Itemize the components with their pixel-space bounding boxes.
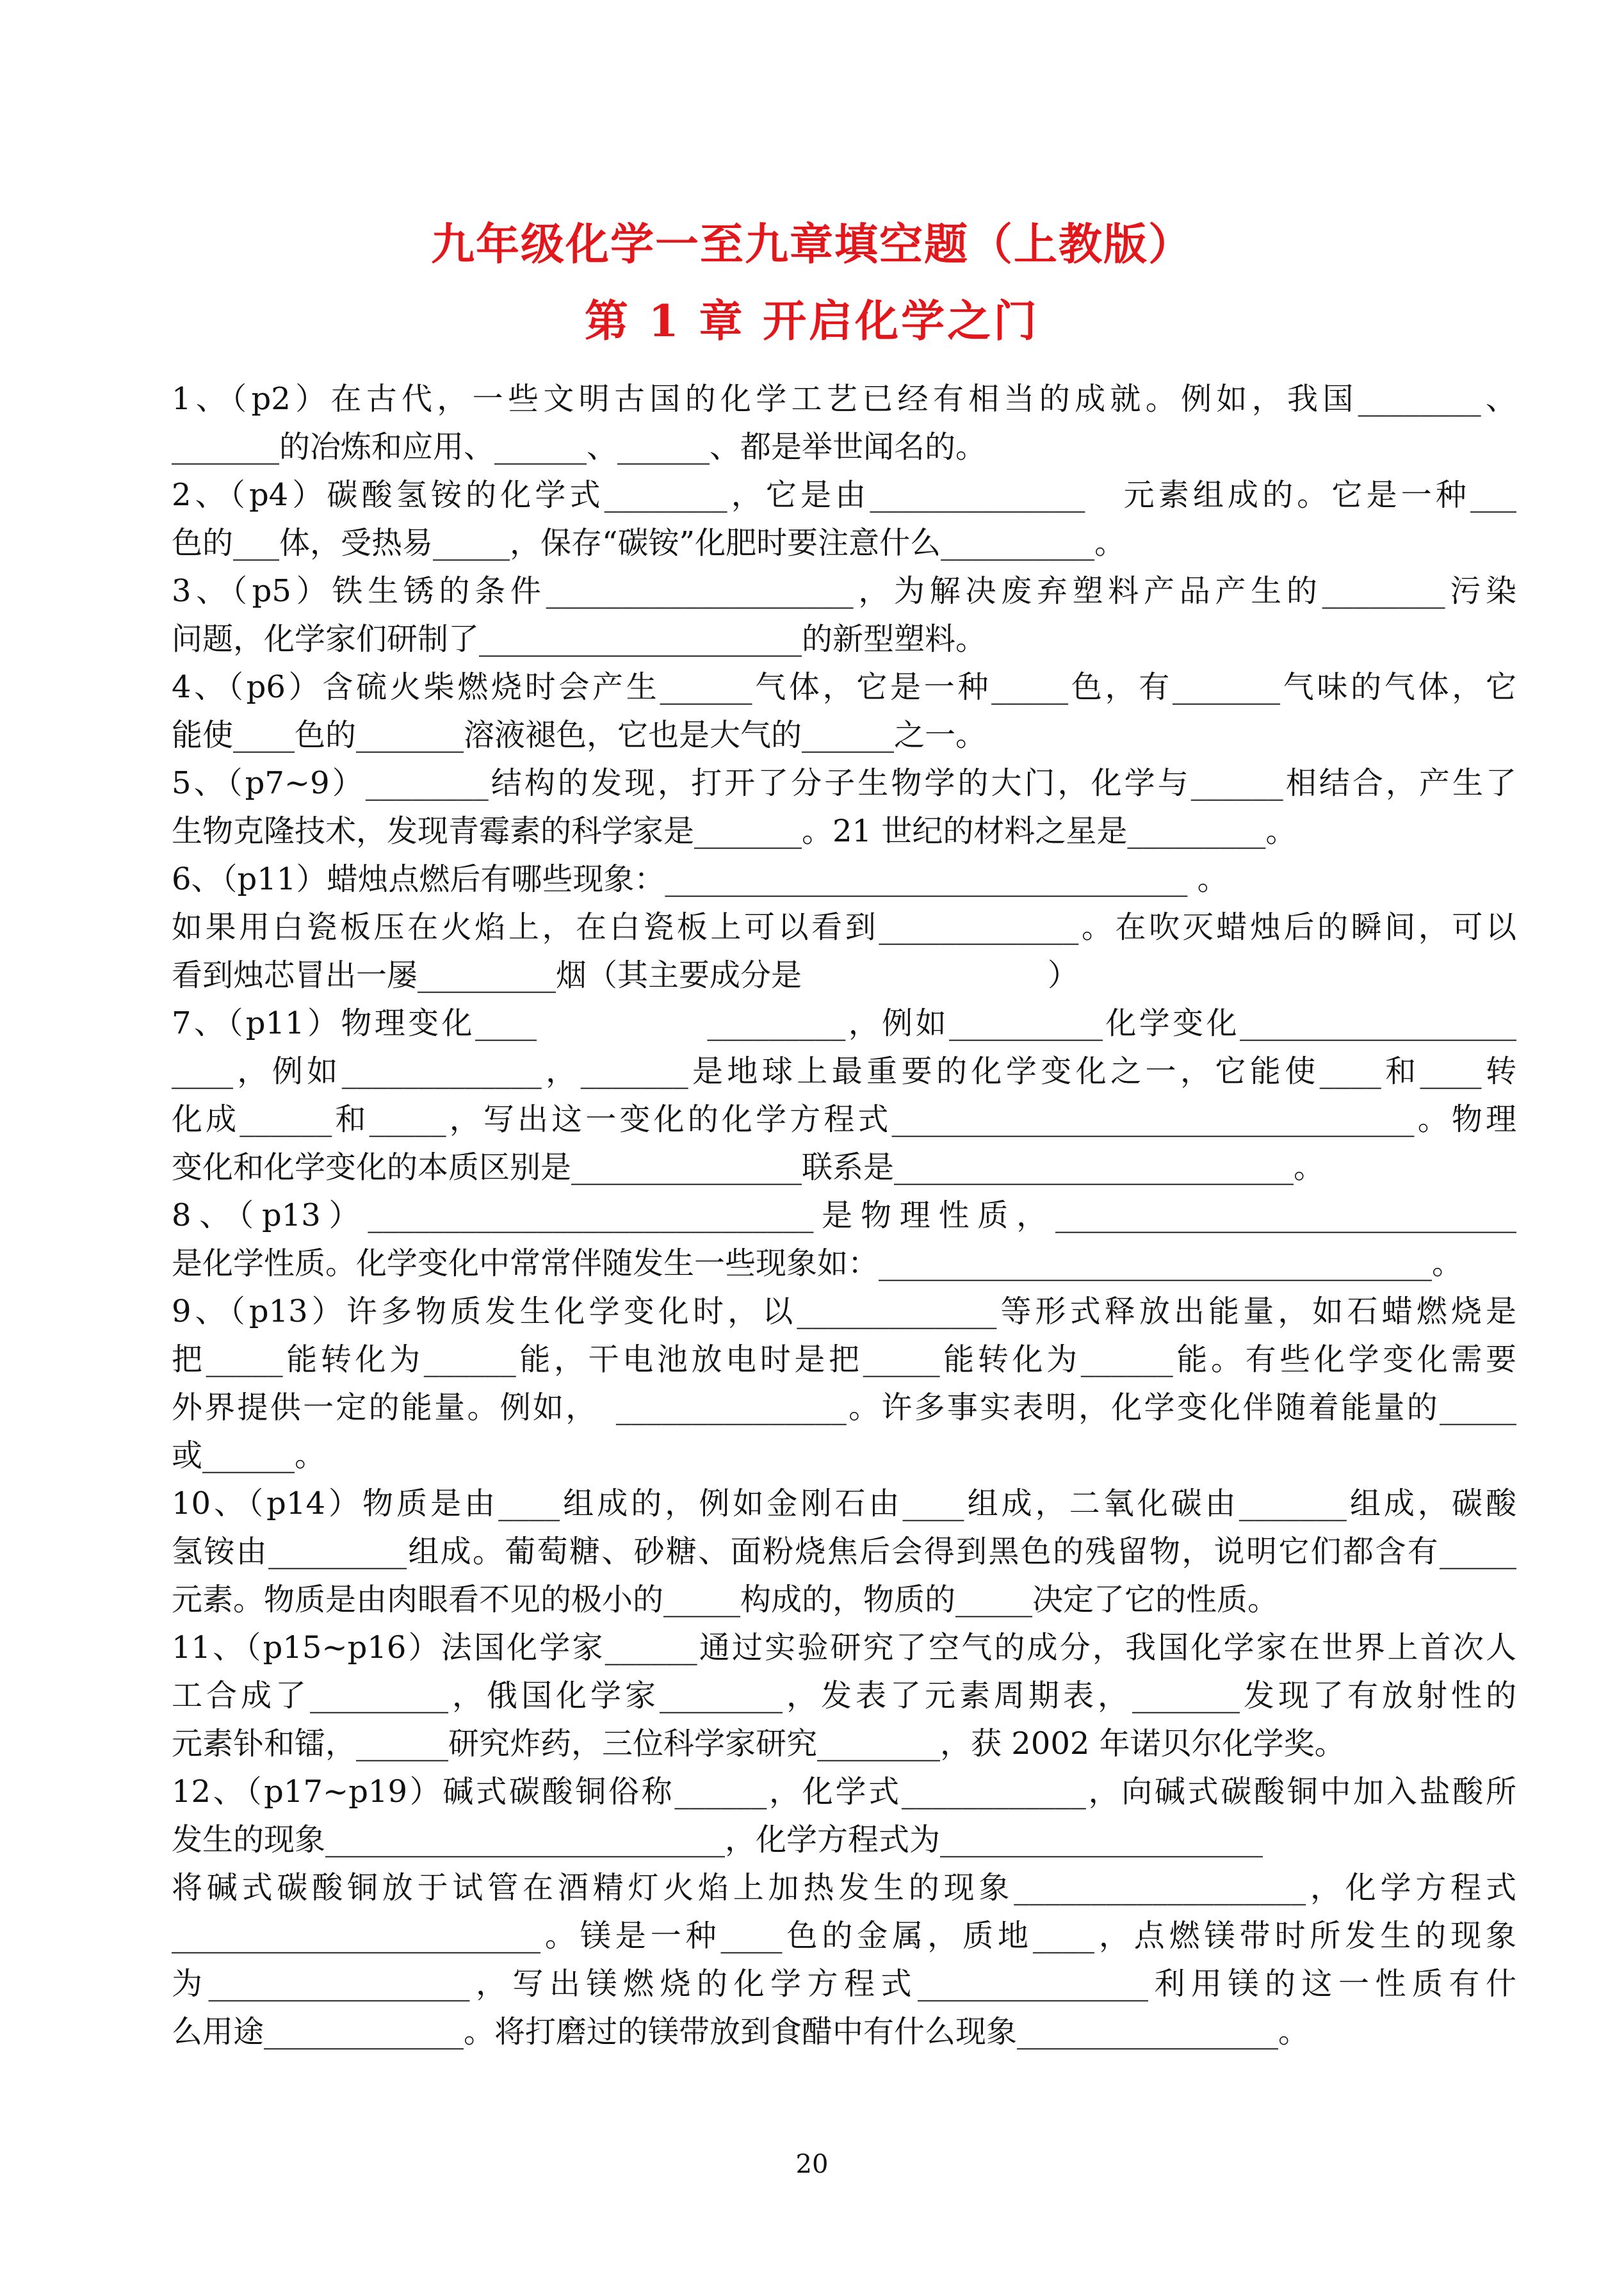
text-line: 5、（p7~9）________结构的发现，打开了分子生物学的大门，化学与______相结合，产生了 — [172, 765, 1516, 801]
text-line: 外界提供一定的能量。例如， _______________。许多事实表明，化学变化伴随着能量的_____ — [172, 1390, 1516, 1425]
text-line: 3、（p5）铁生锈的条件____________________，为解决废弃塑料产品产生的________污染 — [172, 573, 1516, 609]
text-line: 8、（p13）_____________________________是物理性质，______________________________ — [172, 1197, 1516, 1233]
page-number: 20 — [795, 2150, 829, 2179]
text-line: 10、（p14）物质是由____组成的，例如金刚石由____组成，二氧化碳由_______组成，碳酸 — [172, 1486, 1516, 1521]
text-line: 7、（p11）物理变化____ _________，例如__________化学变化__________________ — [172, 1005, 1516, 1041]
text-line: 把_____能转化为______能，干电池放电时是把_____能转化为______能。有些化学变化需要 — [172, 1342, 1516, 1377]
text-line: 问题，化学家们研制了_____________________的新型塑料。 — [172, 621, 987, 657]
chapter-heading: 第 1 章 开启化学之门 — [584, 296, 1040, 347]
text-line: 化成______和_____，写出这一变化的化学方程式__________________________________。物理 — [172, 1101, 1516, 1137]
text-line: 6、（p11）蜡烛点燃后有哪些现象：__________________________________ 。 — [172, 861, 1228, 897]
text-line: 1、（p2）在古代，一些文明古国的化学工艺已经有相当的成就。例如，我国________、 — [172, 381, 1516, 417]
text-line: 是化学性质。化学变化中常常伴随发生一些现象如：____________________________________。 — [172, 1245, 1463, 1281]
text-line: 色的___体，受热易_____，保存“碳铵”化肥时要注意什么__________。 — [172, 525, 1126, 561]
text-line: ________________________。镁是一种____色的金属，质地____，点燃镁带时所发生的现象 — [172, 1918, 1516, 1954]
text-line: 12、（p17~p19）碱式碳酸铜俗称______，化学式____________，向碱式碳酸铜中加入盐酸所 — [172, 1774, 1516, 1810]
text-line: 生物克隆技术，发现青霉素的科学家是_______。21 世纪的材料之星是_________。 — [172, 813, 1297, 849]
text-line: 2、（p4）碳酸氢铵的化学式________，它是由______________ 元素组成的。它是一种___ — [172, 477, 1516, 513]
document-title: 九年级化学一至九章填空题（上教版） — [430, 219, 1193, 270]
text-line: 工合成了_________，俄国化学家________，发表了元素周期表，_______发现了有放射性的 — [172, 1678, 1516, 1714]
text-line: 发生的现象__________________________，化学方程式为_____________________ — [172, 1822, 1263, 1858]
text-line: 看到烛芯冒出一屡_________烟（其主要成分是 ） — [172, 957, 1079, 993]
text-line: 如果用白瓷板压在火焰上，在白瓷板上可以看到_____________。在吹灭蜡烛后的瞬间，可以 — [172, 909, 1516, 945]
text-line: 能使____色的_______溶液褪色，它也是大气的______之一。 — [172, 717, 987, 753]
text-line: 4、（p6）含硫火柴燃烧时会产生______气体，它是一种_____色，有_______气味的气体，它 — [172, 669, 1516, 705]
text-line: 氢铵由_________组成。葡萄糖、砂糖、面粉烧焦后会得到黑色的残留物，说明它们都含有_____ — [172, 1534, 1516, 1569]
text-line: 元素。物质是由肉眼看不见的极小的_____构成的，物质的_____决定了它的性质。 — [172, 1582, 1279, 1618]
question-body — [172, 375, 1516, 2056]
text-line: 9、（p13）许多物质发生化学变化时，以_____________等形式释放出能量，如石蜡燃烧是 — [172, 1293, 1516, 1329]
text-line: 变化和化学变化的本质区别是_______________联系是__________________________。 — [172, 1149, 1325, 1185]
text-line: 将碱式碳酸铜放于试管在酒精灯火焰上加热发生的现象___________________，化学方程式 — [172, 1870, 1516, 1906]
text-line: 元素钋和镭，______研究炸药，三位科学家研究________，获 2002 年诺贝尔化学奖。 — [172, 1726, 1345, 1762]
text-line: _______的冶炼和应用、______、______、都是举世闻名的。 — [172, 429, 987, 465]
text-line: 11、（p15~p16）法国化学家______通过实验研究了空气的成分，我国化学家在世界上首次人 — [172, 1630, 1516, 1666]
text-line: ____，例如_____________，_______是地球上最重要的化学变化之一，它能使____和____转 — [172, 1053, 1516, 1089]
text-line: 为_________________，写出镁燃烧的化学方程式_______________利用镁的这一性质有什 — [172, 1966, 1516, 2002]
text-line: 或______。 — [172, 1438, 326, 1473]
text-line: 么用途_____________。将打磨过的镁带放到食醋中有什么现象_________________。 — [172, 2014, 1310, 2050]
